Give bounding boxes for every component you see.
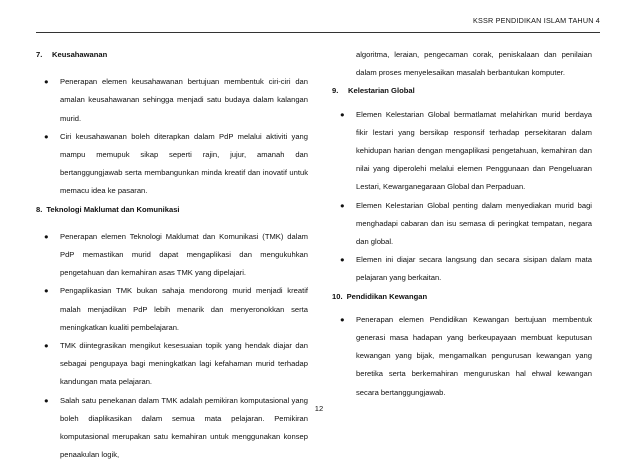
left-column xyxy=(36,46,308,464)
list-item xyxy=(332,311,592,402)
bullet-icon: ● xyxy=(44,395,49,405)
bullet-icon: ● xyxy=(340,109,345,119)
section-number: 10. xyxy=(332,291,343,301)
page-number: 12 xyxy=(314,404,324,413)
bullet-icon: ● xyxy=(44,341,49,351)
section-10-heading xyxy=(332,288,592,306)
list-item-text: Penerapan elemen Pendidikan Kewangan bertujuan membentuk generasi masa hadapan yang berkeupayaan membuat keputusan kewangan yang bijak, mengamalkan pengurusan kewangan yang beretika serta berkemahiran menguruskan hal ehwal kewangan secara bertanggungjawab. xyxy=(356,314,592,397)
section-title: Keusahawanan xyxy=(52,50,108,59)
list-item-text: Elemen ini diajar secara langsung dan secara sisipan dalam mata pelajaran yang berkaitan. xyxy=(356,255,592,283)
list-item xyxy=(332,106,592,197)
list-item xyxy=(332,251,592,287)
bullet-icon: ● xyxy=(340,255,345,265)
list-item-text: Elemen Kelestarian Global penting dalam menyediakan murid bagi menghadapi cabaran dan isu semasa di peringkat tempatan, negara dan global. xyxy=(356,200,592,247)
section-9-list xyxy=(332,106,592,288)
list-item xyxy=(36,73,308,128)
section-number: 8. xyxy=(36,204,43,214)
list-item xyxy=(36,228,308,283)
section-8-heading xyxy=(36,201,308,219)
list-item-text: Salah satu penekanan dalam TMK adalah pemikiran komputasional yang boleh diaplikasikan dalam semua mata pelajaran. Pemikiran komputasional merupakan satu kemahiran untuk menggunakan konsep penaakulan logik, xyxy=(60,395,308,460)
list-item-text: Elemen Kelestarian Global bermatlamat melahirkan murid berdaya fikir lestari yang bersikap responsif terhadap persekitaran dalam kehidupan harian dengan mengaplikasi pengetahuan, kemahiran dan nilai yang diperolehi melalui elemen Penggunaan dan Pengeluaran Lestari, Kewarganegaraan Global dan Perpaduan. xyxy=(356,109,592,192)
right-column xyxy=(332,46,592,402)
bullet-icon: ● xyxy=(44,77,49,87)
list-item xyxy=(332,197,592,252)
list-item-text: Ciri keusahawanan boleh diterapkan dalam PdP melalui aktiviti yang mampu memupuk sikap seperti rajin, jujur, amanah dan bertanggungjawab serta membangunkan minda kreatif dan inovatif untuk memacu idea ke pasaran. xyxy=(60,131,308,196)
section-10-list xyxy=(332,311,592,402)
section-7-heading xyxy=(36,46,308,64)
continuation-text: algoritma, leraian, pengecaman corak, peniskalaan dan penilaian dalam proses menyelesaikan masalah berbantukan komputer. xyxy=(356,50,592,78)
list-item-text: TMK diintegrasikan mengikut kesesuaian topik yang hendak diajar dan sebagai pengupaya bagi meningkatkan lagi kefahaman murid terhadap kandungan mata pelajaran. xyxy=(60,341,308,387)
bullet-icon: ● xyxy=(44,286,49,296)
bullet-icon: ● xyxy=(340,314,345,324)
bullet-icon: ● xyxy=(44,231,49,241)
section-8-list xyxy=(36,228,308,464)
section-number: 9. xyxy=(332,86,339,96)
bullet-icon: ● xyxy=(340,200,345,210)
section-9-heading xyxy=(332,82,592,100)
list-item xyxy=(36,128,308,201)
section-title: Pendidikan Kewangan xyxy=(346,291,428,301)
header-title: KSSR PENDIDIKAN ISLAM TAHUN 4 xyxy=(473,16,600,25)
section-7-list xyxy=(36,73,308,200)
list-item-text: Penerapan elemen Teknologi Maklumat dan Komunikasi (TMK) dalam PdP memastikan murid dapat mengaplikasi dan mengukuhkan pengetahuan dan kemahiran asas TMK yang dipelajari. xyxy=(60,231,308,278)
list-item xyxy=(36,392,308,464)
list-item xyxy=(36,282,308,337)
section-number: 7. xyxy=(36,50,43,59)
bullet-icon: ● xyxy=(44,131,49,141)
list-item-text: Pengaplikasian TMK bukan sahaja mendorong murid menjadi kreatif malah menjadikan PdP lebih menarik dan menyeronokkan serta meningkatkan kualiti pembelajaran. xyxy=(60,286,308,332)
section-title: Teknologi Maklumat dan Komunikasi xyxy=(46,204,180,214)
list-item xyxy=(36,337,308,392)
section-title: Kelestarian Global xyxy=(348,86,415,96)
list-item-text: Penerapan elemen keusahawanan bertujuan membentuk ciri-ciri dan amalan keusahawanan sehingga menjadi satu budaya dalam kalangan murid. xyxy=(60,77,308,123)
page-header xyxy=(36,14,600,33)
